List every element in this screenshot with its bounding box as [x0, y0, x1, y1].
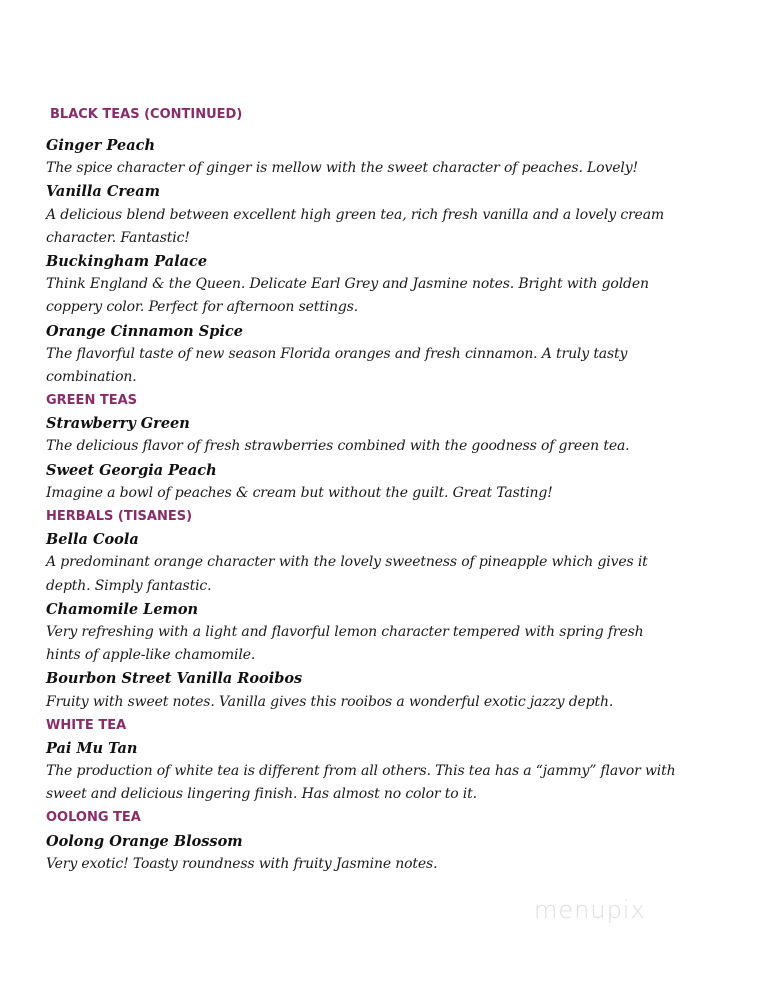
tea-name: Bourbon Street Vanilla Rooibos: [46, 670, 303, 688]
tea-description: Very refreshing with a light and flavorful lemon character tempered with spring fresh: [46, 623, 644, 640]
tea-description: combination.: [46, 368, 137, 385]
tea-name: Orange Cinnamon Spice: [46, 322, 243, 340]
tea-name: Pai Mu Tan: [46, 739, 138, 757]
section-heading: OOLONG TEA: [46, 810, 141, 826]
tea-name: Ginger Peach: [46, 137, 155, 154]
tea-name: Buckingham Palace: [46, 252, 208, 270]
tea-description: A predominant orange character with the lovely sweetness of pineapple which gives it: [46, 554, 648, 571]
tea-name: Bella Coola: [46, 531, 139, 549]
tea-description: The delicious flavor of fresh strawberries combined with the goodness of green tea.: [46, 438, 630, 455]
tea-description: The spice character of ginger is mellow with the sweet character of peaches. Lovely!: [46, 160, 638, 177]
tea-description: A delicious blend between excellent high green tea, rich fresh vanilla and a lovely cream: [46, 206, 665, 223]
section-heading: HERBALS (TISANES): [46, 509, 193, 524]
section-heading: BLACK TEAS (CONTINUED): [50, 107, 243, 122]
tea-description: Very exotic! Toasty roundness with fruity Jasmine notes.: [46, 855, 438, 872]
tea-description: sweet and delicious lingering finish. Has almost no color to it.: [46, 786, 477, 803]
tea-name: Oolong Orange Blossom: [46, 832, 243, 850]
section-heading: WHITE TEA: [46, 717, 127, 733]
tea-description: Fruity with sweet notes. Vanilla gives this rooibos a wonderful exotic jazzy depth.: [46, 693, 614, 710]
menu-page: [46, 104, 746, 876]
tea-description: Imagine a bowl of peaches & cream but without the guilt. Great Tasting!: [46, 484, 553, 501]
tea-description: Think England & the Queen. Delicate Earl Grey and Jasmine notes. Bright with golden: [46, 276, 649, 293]
tea-description: The production of white tea is different from all others. This tea has a “jammy” flavor with: [46, 763, 676, 780]
tea-description: hints of apple-like chamomile.: [46, 647, 256, 664]
section-heading: GREEN TEAS: [46, 393, 138, 409]
menupix-watermark: menupix: [534, 896, 646, 924]
tea-description: character. Fantastic!: [46, 229, 190, 246]
tea-name: Sweet Georgia Peach: [46, 461, 217, 479]
tea-description: coppery color. Perfect for afternoon settings.: [46, 299, 359, 316]
tea-name: Vanilla Cream: [46, 183, 160, 201]
tea-description: depth. Simply fantastic.: [46, 577, 212, 594]
tea-name: Chamomile Lemon: [46, 600, 199, 618]
tea-name: Strawberry Green: [46, 415, 190, 433]
tea-description: The flavorful taste of new season Florida oranges and fresh cinnamon. A truly tasty: [46, 345, 628, 362]
